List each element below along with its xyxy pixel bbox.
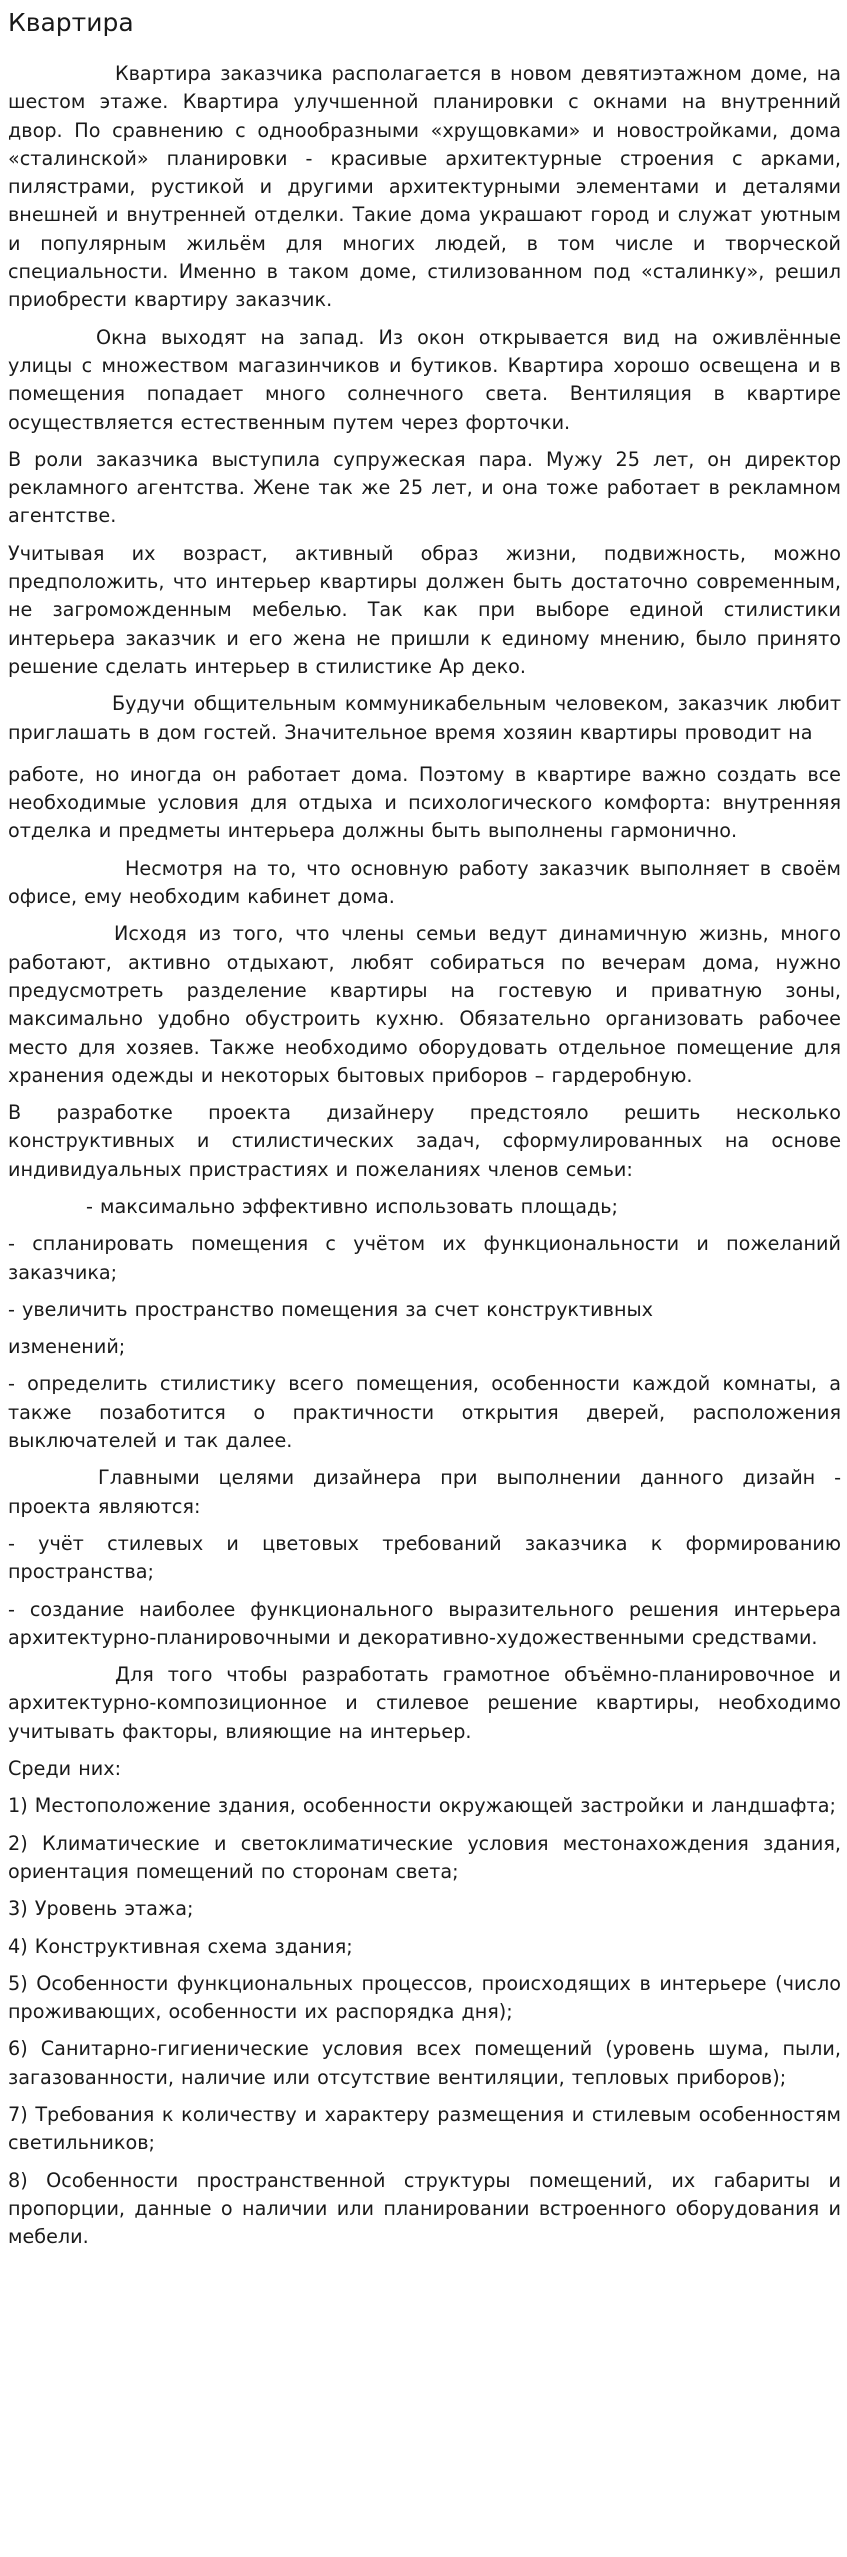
paragraph-goals-intro: Главными целями дизайнера при выполнении данного дизайн - проекта являются: [8,1466,841,1518]
paragraph-apartment-description: Квартира заказчика располагается в новом девятиэтажном доме, на шестом этаже. Квартира улучшенной планировки с окнами на внутренний двор. По сравнению с однообразными «хрущовками» и новостройками, дома «сталинской» планировки - красивые архитектурные строения с арками, пилястрами, рустикой и другими архитектурными элементами и деталями внешней и внутренней отделки. Такие дома украшают город и служат уютным и популярным жильём для многих людей, в том числе и творческой специальности. Именно в таком доме, стилизованном под «сталинку», решил приобрести квартиру заказчик. [8,62,841,312]
paragraph-zoning: Исходя из того, что члены семьи ведут динамичную жизнь, много работают, активно отдыхают, любят собираться по вечерам дома, нужно предусмотреть разделение квартиры на гостевую и приватную зоны, максимально удобно обустроить кухню. Обязательно организовать рабочее место для хозяев. Также необходимо оборудовать отдельное помещение для хранения одежды и некоторых бытовых приборов – гардеробную. [8,922,841,1087]
document-body [8,60,841,2251]
list-item-factor: 2) Климатические и светоклиматические условия местонахождения здания, ориентация помещений по сторонам света; [8,1831,841,1883]
list-item-factor: 5) Особенности функциональных процессов, происходящих в интерьере (число проживающих, особенности их распорядка дня); [8,1971,841,2024]
list-item-factor: 3) Уровень этажа; [8,1897,194,1921]
list-item-factor: 8) Особенности пространственной структуры помещений, их габариты и пропорции, данные о наличии или планировании встроенного оборудования и мебели. [8,2168,841,2249]
paragraph-guests: Будучи общительным коммуникабельным человеком, заказчик любит приглашать в дом гостей. Значительное время хозяин квартиры проводит на [8,692,841,744]
paragraph-among-them: Среди них: [8,1757,122,1781]
list-item-factor: 4) Конструктивная схема здания; [8,1934,353,1958]
list-item-task-continued: изменений; [8,1335,126,1359]
paragraph-factors-intro: Для того чтобы разработать грамотное объёмно-планировочное и архитектурно-композиционное и стилевое решение квартиры, необходимо учитывать факторы, влияющие на интерьер. [8,1663,841,1743]
paragraph-work-at-home: работе, но иногда он работает дома. Поэтому в квартире важно создать все необходимые условия для отдыха и психологического комфорта: внутренняя отделка и предметы интерьера должны быть выполнены гармонично. [8,762,841,843]
list-item-task: - увеличить пространство помещения за счет конструктивных [8,1297,654,1321]
list-item-task: - максимально эффективно использовать площадь; [86,1194,619,1218]
paragraph-client: В роли заказчика выступила супружеская пара. Мужу 25 лет, он директор рекламного агентства. Жене так же 25 лет, и она тоже работает в рекламном агентстве. [8,447,841,528]
paragraph-style-choice: Учитывая их возраст, активный образ жизни, подвижность, можно предположить, что интерьер квартиры должен быть достаточно современным, не загроможденным мебелью. Так как при выборе единой стилистики интерьера заказчик и его жена не пришли к единому мнению, было принято решение сделать интерьер в стилистике Ар деко. [8,541,841,678]
list-item-goal: - создание наиболее функционального выразительного решения интерьера архитектурно-планировочными и декоративно-художественными средствами. [8,1597,841,1649]
paragraph-tasks-intro: В разработке проекта дизайнеру предстояло решить несколько конструктивных и стилистических задач, сформулированных на основе индивидуальных пристрастиях и пожеланиях членов семьи: [8,1101,841,1181]
paragraph-office: Несмотря на то, что основную работу заказчик выполняет в своём офисе, ему необходим кабинет дома. [8,856,841,909]
list-item-goal: - учёт стилевых и цветовых требований заказчика к формированию пространства; [8,1531,841,1584]
paragraph-windows: Окна выходят на запад. Из окон открывается вид на оживлённые улицы с множеством магазинчиков и бутиков. Квартира хорошо освещена и в помещения попадает много солнечного света. Вентиляция в квартире осуществляется естественным путем через форточки. [8,325,841,434]
list-item-factor: 6) Санитарно-гигиенические условия всех помещений (уровень шума, пыли, загазованности, наличие или отсутствие вентиляции, тепловых приборов); [8,2037,841,2089]
list-item-factor: 7) Требования к количеству и характеру размещения и стилевым особенностям светильников; [8,2103,841,2155]
page-title: Квартира [8,8,134,37]
list-item-task: - спланировать помещения с учётом их функциональности и пожеланий заказчика; [8,1232,841,1284]
list-item-task: - определить стилистику всего помещения, особенности каждой комнаты, а также позаботится о практичности открытия дверей, расположения выключателей и так далее. [8,1372,841,1453]
list-item-factor: 1) Местоположение здания, особенности окружающей застройки и ландшафта; [8,1794,836,1818]
